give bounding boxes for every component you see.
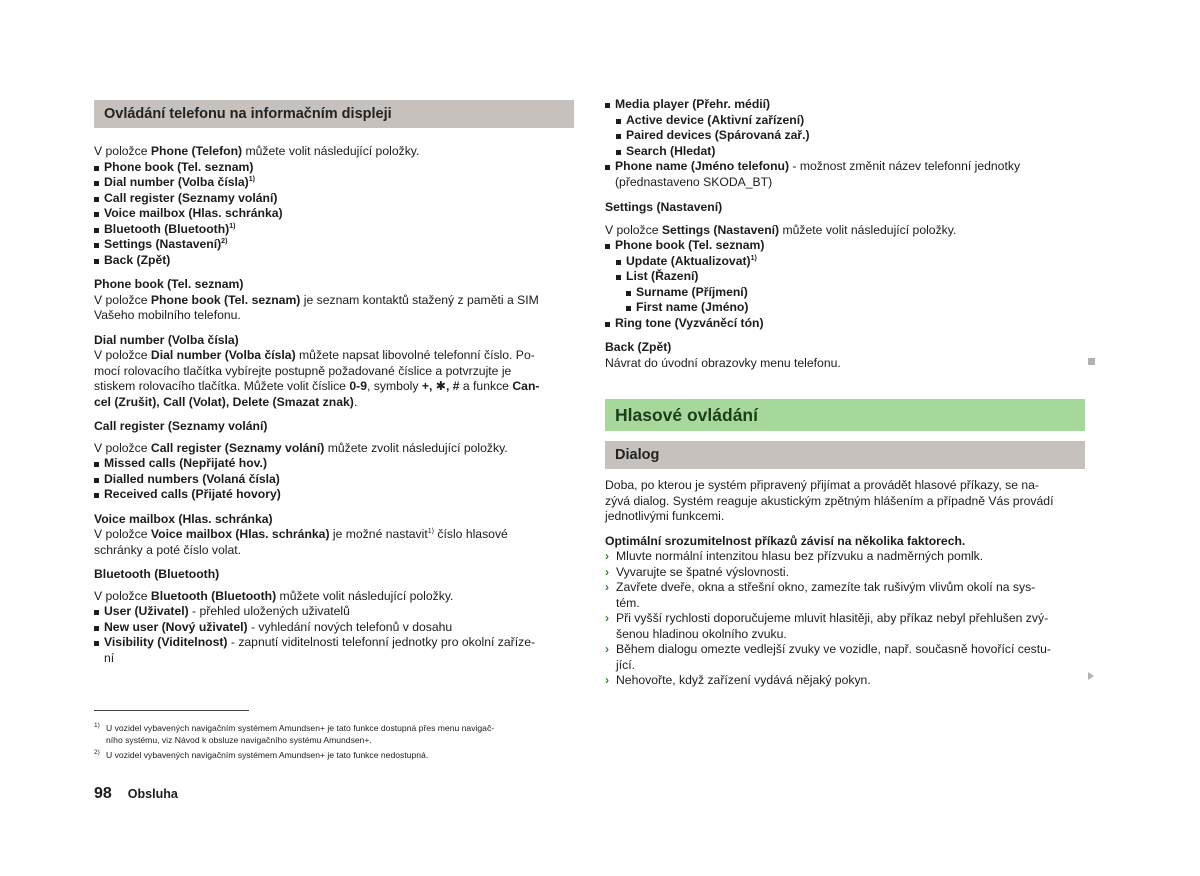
footnote-ref: 1) — [750, 254, 757, 262]
footnote-ref: 1) — [229, 222, 236, 230]
list-item: Dialled numbers (Volaná čísla) — [94, 472, 574, 488]
list-item: Missed calls (Nepřijaté hov.) — [94, 456, 574, 472]
footnote-ref: 2) — [221, 238, 228, 245]
arrow-icon: › — [605, 580, 610, 594]
list-item: First name (Jméno) — [626, 300, 1085, 316]
list-item: User (Uživatel) - přehled uložených uživatelů — [94, 604, 574, 620]
callreg-intro: V položce Call register (Seznamy volání) můžete zvolit následující položky. — [94, 440, 508, 455]
voicemail-text: V položce Voice mailbox (Hlas. schránka) je možné nastavit$^{1)}$ číslo hlasové schránky a poté číslo volat. — [94, 527, 508, 557]
list-item: › Nehovořte, když zařízení vydává nějaký pokyn. — [605, 673, 871, 687]
footnote-ref: 1) — [248, 176, 255, 183]
arrow-icon: › — [605, 549, 610, 563]
left-column — [94, 96, 574, 666]
list-item: Visibility (Viditelnost) - zapnutí viditelnosti telefonní jednotky pro okolní zaříze- ní — [94, 635, 574, 666]
section-name: Obsluha — [127, 787, 178, 801]
subsection-title-dialog: Dialog — [605, 441, 1085, 469]
bluetooth-intro: V položce Bluetooth (Bluetooth) můžete volit následující položky. — [94, 588, 454, 603]
list-item: Paired devices (Spárovaná zař.) — [616, 128, 1085, 144]
footnote-ref: 1) — [427, 528, 434, 535]
page-number: 98 — [94, 785, 112, 802]
section-title-phone-control: Ovládání telefonu na informačním displeji — [94, 100, 574, 128]
arrow-icon: › — [605, 673, 610, 687]
back-text: Návrat do úvodní obrazovky menu telefonu. — [605, 355, 841, 370]
footnote: 1) U vozidel vybavených navigačním systémem Amundsen+ je tato funkce dostupná přes menu navigač- ního systému, viz Návod k obsluze navigačního systému Amundsen+. — [94, 722, 495, 745]
section-end-icon — [1088, 358, 1095, 365]
voicemail-heading: Voice mailbox (Hlas. schránka) — [94, 511, 273, 526]
list-item: Bluetooth (Bluetooth)$^{1)}$ — [94, 222, 574, 238]
list-item: › Mluvte normální intenzitou hlasu bez přízvuku a nadměrných pomlk. — [605, 549, 984, 563]
back-heading: Back (Zpět) — [605, 340, 672, 354]
list-item: Ring tone (Vyzváněcí tón) — [605, 316, 1085, 332]
footnote: 2) U vozidel vybavených navigačním systémem Amundsen+ je tato funkce nedostupná. — [94, 749, 429, 760]
list-item: Back (Zpět) — [94, 253, 574, 269]
page-footer — [94, 786, 178, 803]
dial-text: V položce Dial number (Volba čísla) můžete napsat libovolné telefonní číslo. Po- mocí rolovacího tlačítka vybírejte postupně požadované číslice a potvrzujte je stiskem rolovacího tlačítka. Můžete volit číslice 0-9, symboly +, ✱, # a funkce Can- cel (Zrušit), Call (Volat), Delete (Smazat znak). — [94, 348, 540, 409]
list-item: Update (Aktualizovat)$^{1)}$ — [616, 254, 1085, 270]
settings-intro: V položce Settings (Nastavení) můžete volit následující položky. — [605, 222, 957, 237]
list-item: Settings (Nastavení)$^{2)}$ — [94, 237, 574, 253]
list-item: Phone book (Tel. seznam) — [94, 160, 574, 176]
bluetooth-heading: Bluetooth (Bluetooth) — [94, 567, 220, 581]
phonebook-text: V položce Phone book (Tel. seznam) je seznam kontaktů stažený z paměti a SIM Vašeho mobilního telefonu. — [94, 292, 539, 322]
callreg-heading: Call register (Seznamy volání) — [94, 419, 268, 433]
list-item: Dial number (Volba čísla)$^{1)}$ — [94, 175, 574, 191]
bluetooth-list — [94, 604, 574, 666]
footnote-divider — [94, 710, 249, 711]
arrow-icon: › — [605, 611, 610, 625]
settings-list — [605, 238, 1085, 331]
phone-menu-list — [94, 160, 574, 269]
list-item: › Během dialogu omezte vedlejší zvuky ve vozidle, např. současně hovořící cestu- jící. — [605, 642, 1051, 672]
factors-list — [605, 549, 1085, 689]
list-item: Surname (Příjmení) — [626, 285, 1085, 301]
list-item: Call register (Seznamy volání) — [94, 191, 574, 207]
dialog-text: Doba, po kterou je systém připravený přijímat a provádět hlasové příkazy, se na- zývá dialog. Systém reaguje akustickým zpětným hlášením a případně Vás provádí jednotlivými funkcemi. — [605, 478, 1054, 523]
callreg-list — [94, 456, 574, 503]
arrow-icon: › — [605, 642, 610, 656]
list-item: New user (Nový uživatel) - vyhledání nových telefonů v dosahu — [94, 620, 574, 636]
list-item: List (Řazení) — [616, 269, 1085, 285]
list-item: › Zavřete dveře, okna a střešní okno, zamezíte tak rušivým vlivům okolí na sys- tém. — [605, 580, 1036, 610]
continue-arrow-icon — [1088, 672, 1094, 680]
list-item: Received calls (Přijaté hovory) — [94, 487, 574, 503]
list-item: Phone name (Jméno telefonu) - možnost změnit název telefonní jednotky (přednastaveno SKODA_BT) — [605, 159, 1085, 190]
phone-intro: V položce Phone (Telefon) můžete volit následující položky. — [94, 144, 420, 158]
media-list — [605, 97, 1085, 190]
section-title-voice-control: Hlasové ovládání — [605, 399, 1085, 431]
list-item: › Při vyšší rychlosti doporučujeme mluvit hlasitěji, aby příkaz nebyl přehlušen zvý- šenou hladinou okolního zvuku. — [605, 611, 1049, 641]
footnotes — [94, 722, 574, 761]
dial-heading: Dial number (Volba čísla) — [94, 332, 239, 347]
list-item: › Vyvarujte se špatné výslovnosti. — [605, 564, 789, 579]
settings-heading: Settings (Nastavení) — [605, 200, 723, 214]
phonebook-heading: Phone book (Tel. seznam) — [94, 277, 244, 291]
list-item: Search (Hledat) — [616, 144, 1085, 160]
right-column — [605, 97, 1085, 689]
list-item: Phone book (Tel. seznam) — [605, 238, 1085, 254]
list-item: Media player (Přehr. médií) — [605, 97, 1085, 113]
list-item: Voice mailbox (Hlas. schránka) — [94, 206, 574, 222]
arrow-icon: › — [605, 564, 610, 579]
factors-heading: Optimální srozumitelnost příkazů závisí na několika faktorech. — [605, 533, 966, 548]
list-item: Active device (Aktivní zařízení) — [616, 113, 1085, 129]
